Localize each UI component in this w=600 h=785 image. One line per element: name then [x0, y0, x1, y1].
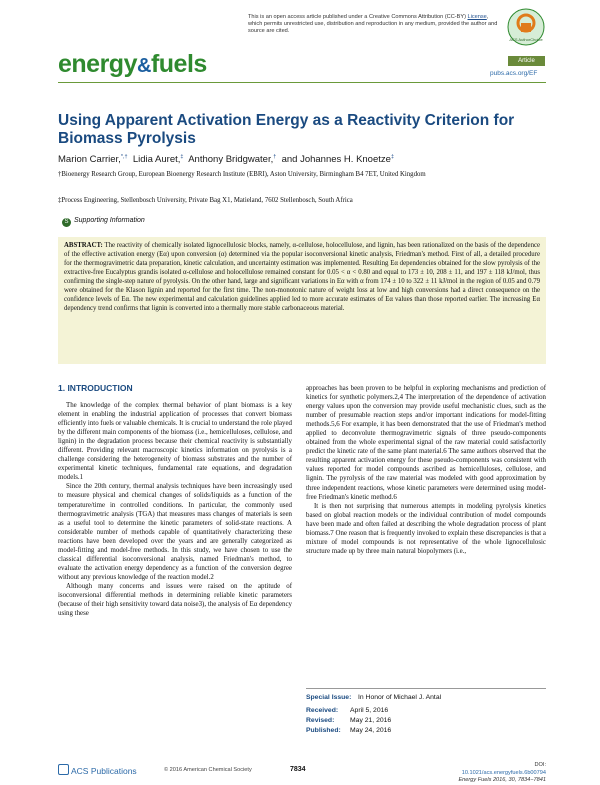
section-heading-introduction: 1. INTRODUCTION	[58, 383, 133, 393]
badge-label: ACS AuthorChoice	[509, 37, 543, 42]
article-title: Using Apparent Activation Energy as a Reactivity Criterion for Biomass Pyrolysis	[58, 112, 515, 147]
journal-url-link[interactable]: pubs.acs.org/EF	[490, 70, 538, 77]
author[interactable]: and Johannes H. Knoetze‡	[281, 154, 394, 166]
body-column-left	[58, 401, 292, 618]
paragraph: It is then not surprising that numerous attempts in modeling pyrolysis kinetics based on global reaction models or the individual contribution of model compounds have been made and often failed at describing the whole degradation process of plant biomass.7 One reason that is frequently invoked to explain these discrepancies is that a mixture of model compounds is not representative of the whole lignocellulosic structure made up by three main natural biopolymers (i.e.,	[306, 502, 546, 555]
author-list	[58, 154, 394, 165]
paragraph: The knowledge of the complex thermal behavior of plant biomass is a key element in enabling the industrial application of processes that convert biomass efficiently into fuels or valuable chemicals. It is crucial to understand the role played by the different main components of the biomass (i.e., hemicelluloses, cellulose, and lignin) in the degradation process because their chemical reactivity is substantially different. Providing relevant macroscopic kinetics information on pyrolysis is a challenge considering the heterogeneity of biomass substrates and the number of experimental kinetic techniques, fundamental rate equations, and degradation models.1	[58, 402, 292, 482]
header-rule	[58, 82, 546, 83]
copyright: © 2016 American Chemical Society	[164, 767, 252, 773]
author[interactable]: Lidia Auret,‡	[132, 154, 184, 166]
publication-dates: Special Issue: In Honor of Michael J. Antal Received: April 5, 2016 Revised: May 21, 2016 Published: May 24, 2016	[306, 688, 546, 736]
doi-citation: DOI: 10.1021/acs.energyfuels.6b00794 Energy Fuels 2016, 30, 7834−7841	[458, 762, 546, 783]
journal-logo: energy&fuels	[58, 50, 207, 78]
article-type-tag: Article	[508, 56, 545, 66]
author[interactable]: Marion Carrier,*,†	[58, 154, 128, 166]
abstract: ABSTRACT: The reactivity of chemically isolated lignocellulosic blocks, namely, α-cellulose, holocellulose, and lignin, has been rationalized on the basis of the dependence of the effective activation energy (Eα) upon conversion (α) determined via the popular isoconversional kinetic analysis, Friedman's method. First of all, a detailed procedure for the thermogravimetric data preparation, kinetic calculation, and uncertainty estimation was implemented. Resulting Eα dependencies obtained for the slow pyrolysis of the extractive-free Eucalyptus grandis isolated α-cellulose and holocellulose remained constant for 0.05 < α < 0.80 and equal to 173 ± 10, 208 ± 11, and 197 ± 118 kJ/mol, thus confirming the single-step nature of pyrolysis. On the other hand, large and significant variations in Eα with α from 174 ± 10 to 322 ± 11 kJ/mol in the region of 0.05 and 0.79 were obtained for the Klason lignin and reported for the first time. The non-monotonic nature of weight loss at low and high conversions had a direct consequence on the confidence levels of Eα. The new experimental and calculation guidelines applied led to more accurate estimates of Eα values than those reported earlier. The increasing Eα dependency trend confirms that lignin is converted into a thermally more stable carbonaceous material.	[64, 242, 541, 313]
supporting-information-link[interactable]: S Supporting Information	[62, 217, 145, 227]
paragraph: approaches has been proven to be helpful in exploring mechanisms and prediction of kinetics for synthetic polymers.2,4 The interpretation of the dependence of activation energy values upon the conversion may provide useful mechanistic clues, such as the number of presumable reaction steps and/or important indications for model-fitting methods.5,6 For example, it has been demonstrated that the use of Friedman's method applied to deconvolute thermogravimetric signals of three pseudo-components obtained from the whole experimental signal of the raw material could satisfactorily predict the kinetic rate of the same plant material.6 The same authors observed that the resulting apparent activation energy for these pseudo-components was consistent with values reported for model compounds ascribed as hemicelluloses, cellulose, and lignin. The pyrolysis of the raw material was modeled with good approximation by three independent reactions, whose kinetic parameters were determined using model-free Friedman's kinetic method.6	[306, 385, 546, 501]
license-link[interactable]: License	[467, 14, 487, 20]
paragraph: Although many concerns and issues were raised on the aptitude of isoconversional differential methods in determining reliable kinetic parameters (because of their high sensitivity toward data noise3), the analysis of Eα dependency using these	[58, 582, 292, 618]
acs-authorchoice-badge-icon	[507, 8, 545, 46]
affiliation: †Bioenergy Research Group, European Bioenergy Research Institute (EBRI), Aston University, Birmingham B4 7ET, United Kingdom	[58, 171, 426, 178]
affiliation: ‡Process Engineering, Stellenbosch University, Private Bag X1, Matieland, 7602 Stellenbosch, South Africa	[58, 197, 353, 204]
acs-logo-icon	[58, 764, 69, 775]
supporting-info-icon: S	[62, 218, 71, 227]
paragraph: Since the 20th century, thermal analysis techniques have been increasingly used to measure physical and chemical changes of solids/liquids as a function of the temperature/time in controlled conditions. In particular, the commonly used thermogravimetric analysis (TGA) that measures mass changes of materials is seen as a useful tool to determine the kinetic parameters of solid-state reactions. A considerable number of methods capable of quantitatively characterizing these reactions have been developed over the years and are generally categorized as model-fitting and model-free methods. In this study, we have chosen to use the classical differential isoconversional analysis, named Friedman's method, to evaluate the activation energy dependency as a function of the conversion degree without any previous knowledge of the reaction model.2	[58, 483, 292, 581]
open-access-notice: This is an open access article published under a Creative Commons Attribution (CC-BY) License, which permits unrestricted use, distribution and reproduction in any medium, provided the author and source are cited.	[248, 14, 498, 35]
doi-link[interactable]: 10.1021/acs.energyfuels.6b00794	[461, 769, 546, 776]
body-column-right	[306, 384, 546, 556]
page-number: 7834	[290, 766, 306, 773]
acs-publications-logo: ACS Publications	[58, 764, 137, 776]
author[interactable]: Anthony Bridgwater,†	[188, 154, 277, 166]
